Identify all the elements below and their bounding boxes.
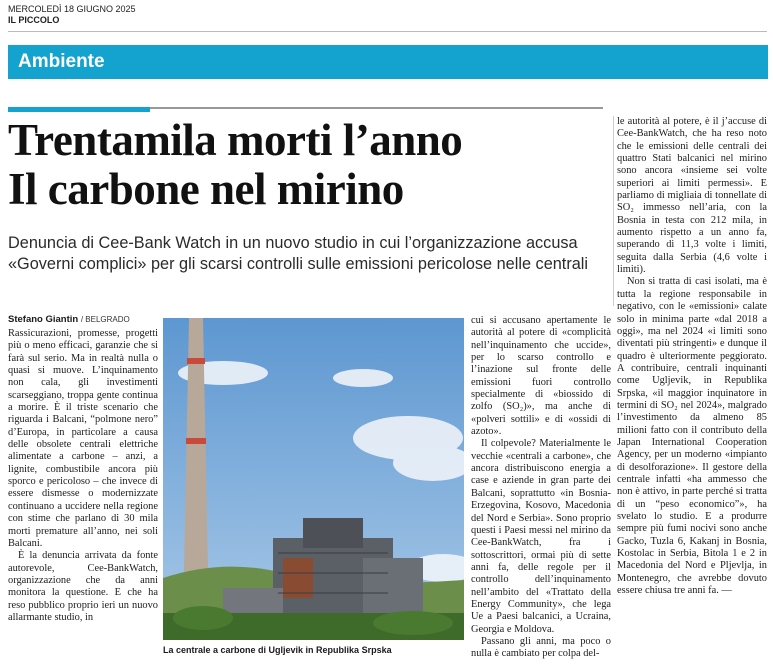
issue-date: MERCOLEDÌ 18 GIUGNO 2025: [8, 4, 136, 14]
article-subhead: Denuncia di Cee-Bank Watch in un nuovo studio in cui l’organizzazione accusa «Governi complici» per gli scarsi controlli sulle emissioni pericolose nelle centrali: [8, 234, 589, 273]
headline-accent-bar: [8, 107, 150, 112]
article-headline: [8, 116, 608, 214]
article-column-1: [8, 328, 158, 624]
paragraph: È la denuncia arrivata da fonte autorevole, Cee-BankWatch, organizzazione che da anni monitora la questione. E che ha reso pubblico proprio ieri un nuovo allarmante studio, in: [8, 550, 158, 623]
headline-rule: [150, 107, 603, 109]
power-plant-photo: [163, 318, 464, 640]
publication-name: IL PICCOLO: [8, 15, 60, 25]
page-meta: [8, 4, 136, 26]
paragraph: Il colpevole? Materialmente le vecchie «centrali a carbone», che ancora distribuiscono energia a case e aziende in gran parte dei Balcani, soprattutto «in Bosnia-Erzegovina, Kosovo, Macedonia del Nord e Serbia». Sono proprio questi i Paesi messi nel mirino da Cee-BankWatch, fra i sottoscrittori, ormai più di sette anni fa, delle regole per il controllo dell’inquinamento nell’ambito del «Trattato della Energy Community», che lega Ue a Paesi balcanici, a Ucraina, Georgia e Moldova.: [471, 438, 611, 635]
section-banner: Ambiente: [8, 45, 768, 79]
headline-line-1: Trentamila morti l’anno: [8, 115, 463, 165]
header-divider: [8, 31, 767, 32]
photo-caption: La centrale a carbone di Ugljevik in Republika Srpska: [163, 645, 392, 655]
paragraph: Passano gli anni, ma poco o nulla è cambiato per colpa del-: [471, 635, 611, 660]
author-name: Stefano Giantin: [8, 314, 79, 325]
headline-line-2: Il carbone nel mirino: [8, 164, 404, 214]
article-column-4: [617, 116, 767, 597]
article-photo: [163, 318, 464, 640]
byline: [8, 314, 130, 325]
column-divider: [613, 116, 614, 306]
dateline-location: / BELGRADO: [80, 315, 130, 324]
paragraph: cui si accusano apertamente le autorità al potere di «complicità nell’inquinamento che uccide», per lo scarso controllo e l’inazione sul fronte delle emissioni fuori controllo specialmente di «biossido di zolfo (SO₂)», ma anche di «polveri sottili» e di «ossidi di azoto».: [471, 315, 611, 438]
article-column-3: [471, 315, 611, 661]
paragraph: Rassicurazioni, promesse, progetti più o meno efficaci, garanzie che si farà sul serio. Ma in realtà nulla o quasi si muove. L’inquinamento non cala, gli investimenti scarseggiano, troppa gente continua a morire. È il triste scenario che riguarda i Balcani, “polmone nero” d’Europa, in particolare a causa delle obsolete centrali elettriche alimentate a carbone – anzi, a lignite, combustibile ancora più sporco e pericoloso – che invece di essere dismesse o modernizzate continuano a uccidere nella regione con stime che parlano di 30 mila morti premature all’anno, nei soli Balcani.: [8, 328, 158, 549]
paragraph: Non si tratta di casi isolati, ma è tutta la regione responsabile in negativo, con le «emissioni» calate solo in minima parte «dal 2018 a oggi», ma nel 2024 «i limiti sono diventati più stringenti» e dunque il quadro è ulteriormente peggiorato. A contribuire, centrali inquinanti come Ugljevik, in Republika Srpska, «il maggior inquinatore in termini di SO₂ nel 2024», malgrado l’investimento da almeno 85 milioni fatto con il contributo della Japan International Cooperation Agency, per un moderno «impianto di desolforazione». Il gestore della centrale infatti «ha ammesso che non è attivo, in parte perché si tratta di un “peso economico”», ha svelato lo studio. E a produrre sempre più fumi nocivi sono anche Gacko, Tuzla 6, Kakanj in Bosnia, Kostolac in Serbia, Bitola 1 e 2 in Macedonia del Nord e Pljevlja, in Montenegro, che avrebbe dovuto essere chiusa tre anni fa. —: [617, 276, 767, 597]
paragraph: le autorità al potere, è il j’accuse di Cee-BankWatch, che ha reso noto che le emissioni delle centrali dei quattro Stati balcanici nel mirino sono ancora «insieme sei volte superiori ai limiti permessi». E parliamo di migliaia di tonnellate di SO₂ immesso nell’aria, con la Bosnia in testa con 212 mila, in aumento rispetto a un anno fa, superando di 11,3 volte i limiti, seguita dalla Serbia (4,6 volte i limiti).: [617, 116, 767, 276]
